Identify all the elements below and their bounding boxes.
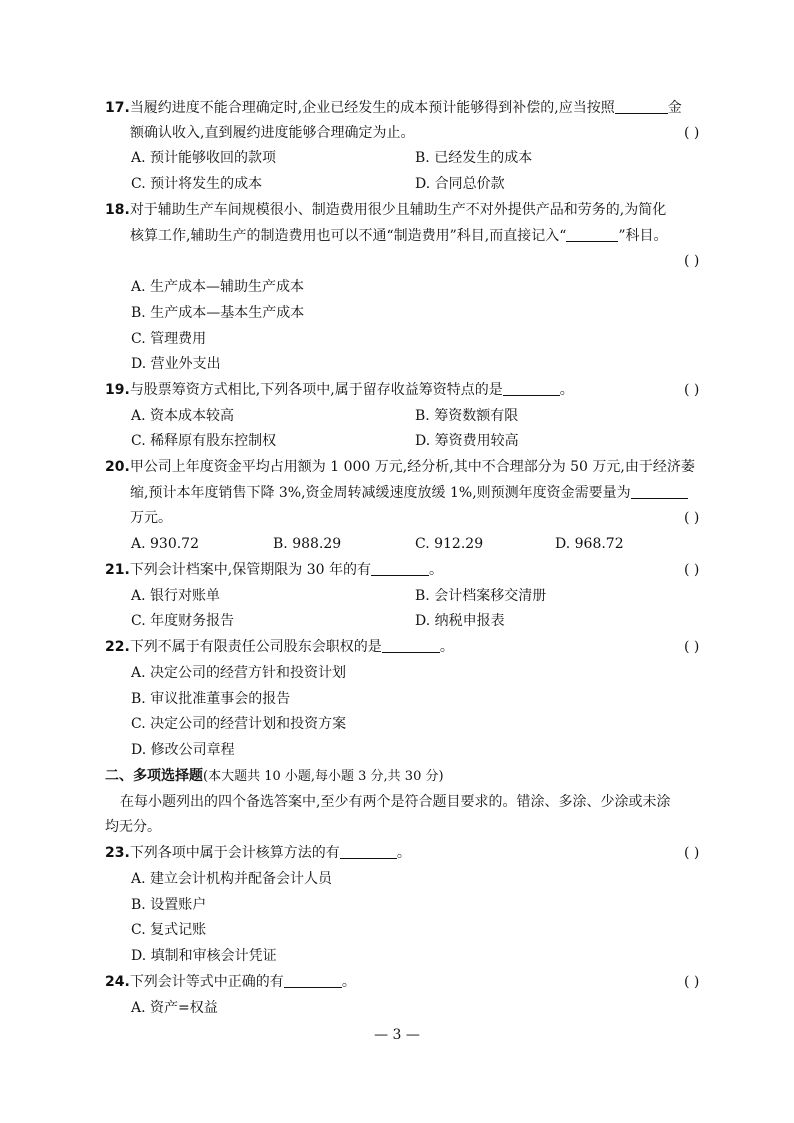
options-row bbox=[0, 943, 794, 969]
question-text: 与股票筹资方式相比,下列各项中,属于留存收益筹资特点的是 bbox=[129, 382, 503, 398]
option-d: D. 营业外支出 bbox=[131, 356, 221, 372]
answer-blank bbox=[615, 99, 668, 114]
question-text: 甲公司上年度资金平均占用额为 1 000 万元,经分析,其中不合理部分为 50 万元,由于经济萎 bbox=[129, 459, 695, 475]
answer-parentheses: ( ) bbox=[684, 562, 700, 578]
question-text: 。 bbox=[559, 382, 574, 398]
question-17-line-2 bbox=[0, 120, 794, 146]
option-a: A. 930.72 bbox=[131, 536, 199, 552]
question-number: 19. bbox=[105, 382, 130, 398]
option-a: A. 预计能够收回的款项 bbox=[131, 150, 277, 166]
question-20-line-3 bbox=[0, 505, 794, 531]
option-d: D. 筹资费用较高 bbox=[415, 433, 519, 449]
answer-parentheses: ( ) bbox=[684, 125, 700, 141]
question-text: 下列会计等式中正确的有 bbox=[129, 974, 284, 990]
section-instruction: 均无分。 bbox=[105, 819, 161, 835]
option-c: C. 管理费用 bbox=[131, 331, 207, 347]
option-b: B. 988.29 bbox=[273, 536, 342, 552]
option-d: D. 968.72 bbox=[555, 536, 624, 552]
option-b: B. 筹资数额有限 bbox=[415, 408, 519, 424]
option-a: A. 决定公司的经营方针和投资计划 bbox=[131, 665, 347, 681]
question-text: 缩,预计本年度销售下降 3%,资金周转减缓速度放缓 1%,则预测年度资金需要量为 bbox=[130, 485, 631, 501]
options-row bbox=[0, 917, 794, 943]
option-a: A. 建立会计机构并配备会计人员 bbox=[131, 871, 333, 887]
question-20-line-2 bbox=[0, 480, 794, 506]
option-a: A. 银行对账单 bbox=[131, 588, 221, 604]
option-d: D. 填制和审核会计凭证 bbox=[131, 948, 277, 964]
answer-parentheses: ( ) bbox=[684, 974, 700, 990]
question-17-line-1 bbox=[0, 95, 794, 121]
question-number: 23. bbox=[105, 845, 130, 861]
option-c: C. 复式记账 bbox=[131, 922, 207, 938]
question-number: 18. bbox=[105, 202, 130, 218]
answer-blank bbox=[371, 561, 429, 576]
answer-parentheses: ( ) bbox=[684, 510, 700, 526]
section-title: 二、多项选择题 bbox=[105, 768, 203, 784]
options-row bbox=[0, 711, 794, 737]
option-d: D. 修改公司章程 bbox=[131, 742, 235, 758]
question-text: 下列各项中属于会计核算方法的有 bbox=[129, 845, 340, 861]
options-row bbox=[0, 300, 794, 326]
options-row bbox=[0, 892, 794, 918]
section-note: (本大题共 10 小题,每小题 3 分,共 30 分) bbox=[203, 769, 444, 784]
question-text: ”科目。 bbox=[618, 228, 668, 244]
option-b: B. 会计档案移交清册 bbox=[415, 588, 547, 604]
option-a: A. 资产=权益 bbox=[131, 1000, 218, 1016]
question-number: 21. bbox=[105, 562, 130, 578]
question-23-line-1 bbox=[0, 840, 794, 866]
question-text: 下列会计档案中,保管期限为 30 年的有 bbox=[129, 562, 371, 578]
section-instruction-line-1 bbox=[0, 789, 794, 815]
option-c: C. 预计将发生的成本 bbox=[131, 176, 263, 192]
options-row bbox=[0, 145, 794, 171]
option-c: C. 稀释原有股东控制权 bbox=[131, 433, 277, 449]
question-22-line-1 bbox=[0, 634, 794, 660]
option-c: C. 年度财务报告 bbox=[131, 613, 235, 629]
options-row bbox=[0, 274, 794, 300]
options-row bbox=[0, 351, 794, 377]
question-number: 17. bbox=[105, 100, 130, 116]
options-row bbox=[0, 660, 794, 686]
answer-parentheses: ( ) bbox=[684, 382, 700, 398]
option-b: B. 已经发生的成本 bbox=[415, 150, 533, 166]
answer-blank bbox=[631, 484, 688, 499]
option-b: B. 设置账户 bbox=[131, 897, 207, 913]
option-c: C. 912.29 bbox=[415, 536, 484, 552]
question-21-line-1 bbox=[0, 557, 794, 583]
question-text: 核算工作,辅助生产的制造费用也可以不通“制造费用”科目,而直接记入“ bbox=[130, 228, 567, 244]
answer-parentheses: ( ) bbox=[684, 639, 700, 655]
option-a: A. 生产成本—辅助生产成本 bbox=[131, 279, 305, 295]
question-24-line-1 bbox=[0, 969, 794, 995]
option-b: B. 审议批准董事会的报告 bbox=[131, 691, 291, 707]
option-a: A. 资本成本较高 bbox=[131, 408, 235, 424]
answer-parentheses: ( ) bbox=[684, 845, 700, 861]
question-number: 22. bbox=[105, 639, 130, 655]
question-text: 对于辅助生产车间规模很小、制造费用很少且辅助生产不对外提供产品和劳务的,为简化 bbox=[129, 202, 667, 218]
question-20-line-1 bbox=[0, 454, 794, 480]
option-d: D. 合同总价款 bbox=[415, 176, 505, 192]
options-row bbox=[0, 171, 794, 197]
question-18-line-2 bbox=[0, 223, 794, 249]
options-row bbox=[0, 428, 794, 454]
section-heading bbox=[0, 763, 794, 789]
question-number: 20. bbox=[105, 459, 130, 475]
answer-row bbox=[0, 248, 794, 274]
section-instruction-line-2 bbox=[0, 814, 794, 840]
question-text: 。 bbox=[439, 639, 454, 655]
question-text: 万元。 bbox=[130, 510, 172, 526]
question-text: 当履约进度不能合理确定时,企业已经发生的成本预计能够得到补偿的,应当按照 bbox=[129, 100, 615, 116]
question-text: 额确认收入,直到履约进度能够合理确定为止。 bbox=[130, 125, 415, 141]
options-row bbox=[0, 608, 794, 634]
options-row bbox=[0, 737, 794, 763]
answer-blank bbox=[284, 973, 342, 988]
options-row bbox=[0, 531, 794, 557]
question-number: 24. bbox=[105, 974, 130, 990]
options-row bbox=[0, 403, 794, 429]
question-text: 下列不属于有限责任公司股东会职权的是 bbox=[129, 639, 382, 655]
question-text: 。 bbox=[396, 845, 411, 861]
question-text: 金 bbox=[667, 100, 682, 116]
section-instruction: 在每小题列出的四个备选答案中,至少有两个是符合题目要求的。错涂、多涂、少涂或未涂 bbox=[120, 794, 671, 810]
question-18-line-1 bbox=[0, 197, 794, 223]
answer-parentheses: ( ) bbox=[684, 253, 700, 269]
option-b: B. 生产成本—基本生产成本 bbox=[131, 305, 305, 321]
options-row bbox=[0, 995, 794, 1021]
answer-blank bbox=[503, 381, 560, 396]
options-row bbox=[0, 866, 794, 892]
options-row bbox=[0, 326, 794, 352]
question-text: 。 bbox=[341, 974, 356, 990]
options-row bbox=[0, 686, 794, 712]
page-number: — 3 — bbox=[374, 1027, 420, 1043]
question-text: 。 bbox=[428, 562, 443, 578]
answer-blank bbox=[566, 227, 618, 242]
option-d: D. 纳税申报表 bbox=[415, 613, 505, 629]
options-row bbox=[0, 583, 794, 609]
answer-blank bbox=[340, 844, 397, 859]
answer-blank bbox=[382, 638, 440, 653]
question-19-line-1 bbox=[0, 377, 794, 403]
option-c: C. 决定公司的经营计划和投资方案 bbox=[131, 716, 347, 732]
